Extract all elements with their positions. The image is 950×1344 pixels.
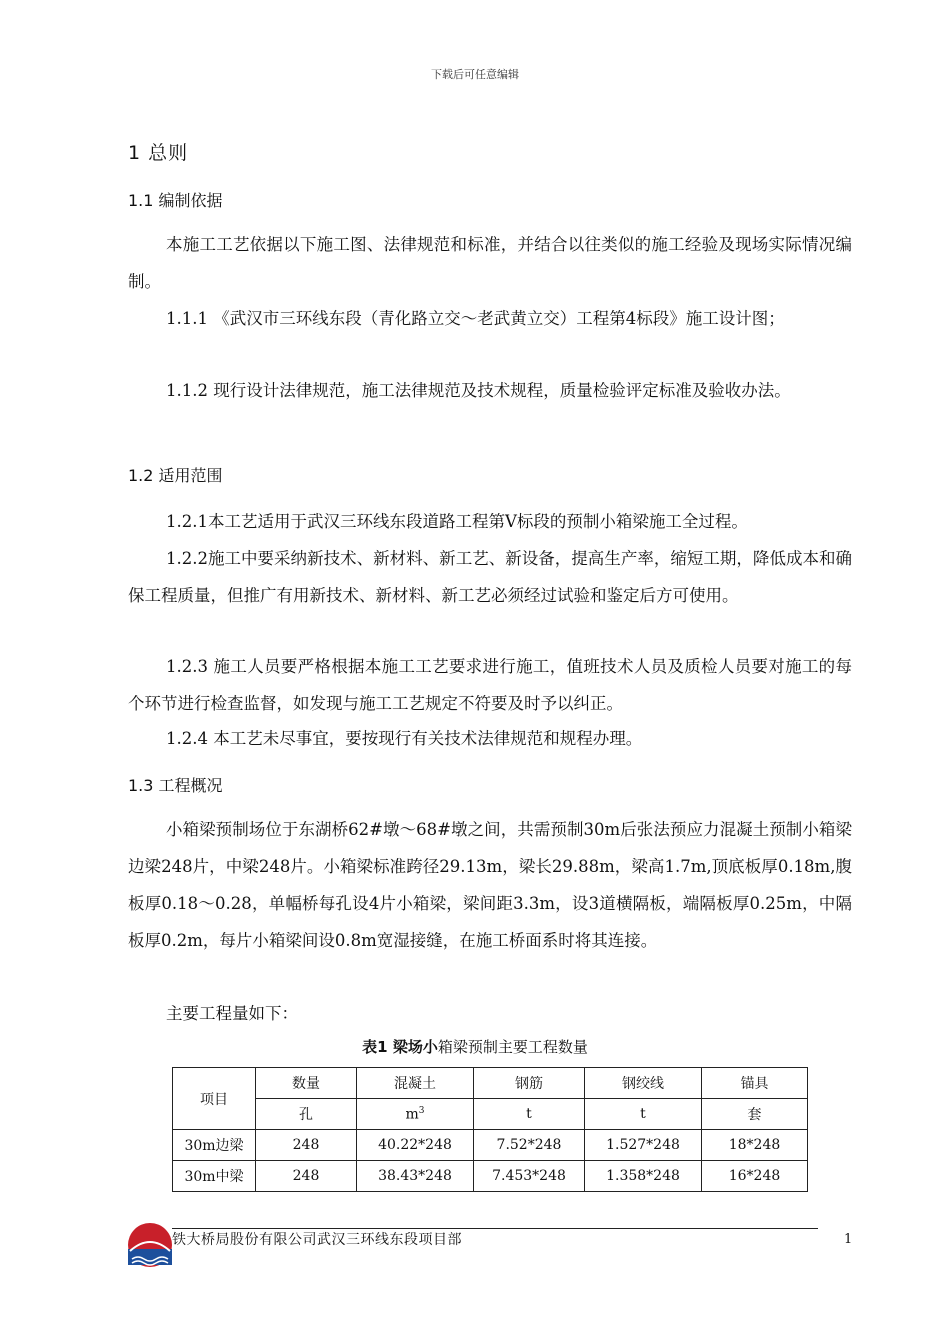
table-row	[173, 1161, 808, 1192]
table-header-cell: 混凝土	[357, 1068, 474, 1099]
table-header-cell: 钢绞线	[585, 1068, 702, 1099]
paragraph-1-1-intro: 本施工工艺依据以下施工图、法律规范和标准，并结合以往类似的施工经验及现场实际情况编制。	[128, 235, 852, 291]
table-row-header: 项目	[173, 1068, 256, 1130]
unit-m: m	[405, 1106, 419, 1123]
page-number: 1	[844, 1232, 853, 1247]
paragraph-1-1-2: 1.1.2 现行设计法律规范，施工法律规范及技术规程，质量检验评定标准及验收办法。	[166, 381, 791, 400]
table-cell: 248	[256, 1161, 357, 1192]
paragraph-1-1-1: 1.1.1 《武汉市三环线东段（青化路立交～老武黄立交）工程第4标段》施工设计图；	[166, 309, 785, 328]
paragraph-1-2-4: 1.2.4 本工艺未尽事宜，要按现行有关技术法律规范和规程办理。	[166, 729, 643, 748]
header-note: 下载后可任意编辑	[431, 68, 519, 81]
paragraph-1-2-1: 1.2.1本工艺适用于武汉三环线东段道路工程第Ⅴ标段的预制小箱梁施工全过程。	[166, 512, 748, 531]
table-caption	[0, 1036, 950, 1057]
paragraph-1-2-3: 1.2.3 施工人员要严格根据本施工工艺要求进行施工，值班技术人员及质检人员要对施工的每个环节进行检查监督，如发现与施工工艺规定不符要及时予以纠正。	[128, 657, 852, 713]
table-unit-cell: 孔	[256, 1099, 357, 1130]
footer-company: 铁大桥局股份有限公司武汉三环线东段项目部	[172, 1232, 462, 1248]
section-title-1: 1 总则	[128, 142, 189, 164]
table-caption-rest: 箱梁预制主要工程数量	[437, 1038, 588, 1056]
section-title-1-3: 1.3 工程概况	[128, 776, 223, 795]
section-title-1-2: 1.2 适用范围	[128, 466, 223, 485]
table-header-row	[173, 1068, 808, 1099]
paragraph-1-3-quantities: 主要工程量如下：	[166, 1004, 298, 1023]
unit-superscript: 3	[418, 1105, 425, 1116]
paragraph-1-3-overview: 小箱梁预制场位于东湖桥62#墩～68#墩之间，共需预制30m后张法预应力混凝土预制小箱梁边梁248片，中梁248片。小箱梁标准跨径29.13m，梁长29.88m，梁高1.7m,顶底板厚0.18m,腹板厚0.18～0.28，单幅桥每孔设4片小箱梁，梁间距3.3m，设3道横隔板，端隔板厚0.25m，中隔板厚0.2m，每片小箱梁间设0.8m宽湿接缝，在施工桥面系时将其连接。	[128, 820, 852, 950]
table-row-name: 30m中梁	[173, 1161, 256, 1192]
table-cell: 16*248	[702, 1161, 808, 1192]
table-row	[173, 1130, 808, 1161]
table-cell: 38.43*248	[357, 1161, 474, 1192]
table-unit-cell	[357, 1099, 474, 1130]
table-cell: 248	[256, 1130, 357, 1161]
table-cell: 1.527*248	[585, 1130, 702, 1161]
table-cell: 1.358*248	[585, 1161, 702, 1192]
table-header-cell: 锚具	[702, 1068, 808, 1099]
table-cell: 40.22*248	[357, 1130, 474, 1161]
quantities-table	[172, 1067, 808, 1192]
table-unit-cell: 套	[702, 1099, 808, 1130]
table-cell: 18*248	[702, 1130, 808, 1161]
mbec-logo-icon	[126, 1221, 174, 1269]
table-header-cell: 钢筋	[474, 1068, 585, 1099]
table-row-name: 30m边梁	[173, 1130, 256, 1161]
table-units-row	[173, 1099, 808, 1130]
table-unit-cell: t	[585, 1099, 702, 1130]
table-header-cell: 数量	[256, 1068, 357, 1099]
table-caption-bold: 表1 梁场小	[362, 1038, 438, 1056]
table-cell: 7.52*248	[474, 1130, 585, 1161]
table-unit-cell: t	[474, 1099, 585, 1130]
table-cell: 7.453*248	[474, 1161, 585, 1192]
paragraph-1-2-2: 1.2.2施工中要采纳新技术、新材料、新工艺、新设备，提高生产率，缩短工期，降低成本和确保工程质量，但推广有用新技术、新材料、新工艺必须经过试验和鉴定后方可使用。	[128, 549, 852, 605]
section-title-1-1: 1.1 编制依据	[128, 191, 223, 210]
